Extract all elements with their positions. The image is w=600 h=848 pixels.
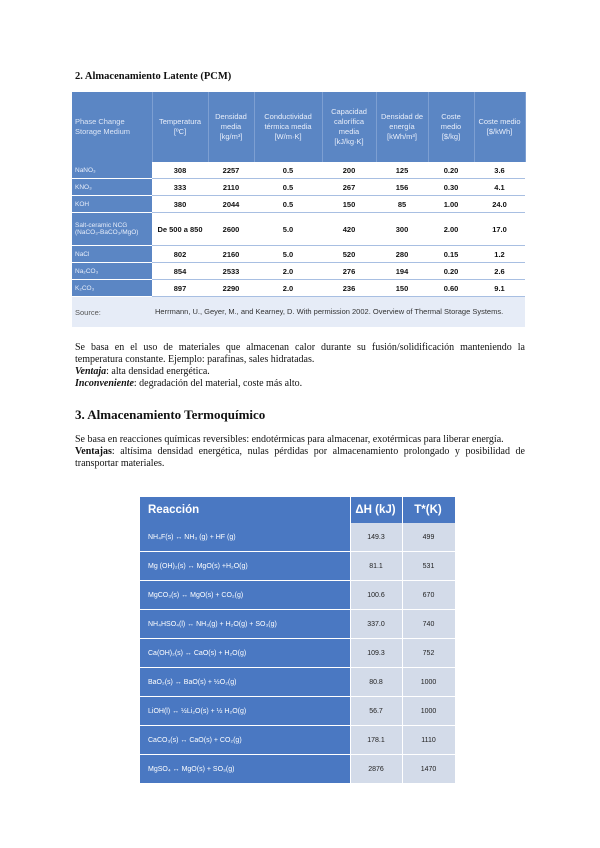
pcm-header: Densidad media [kg/m³]: [208, 92, 254, 162]
enthalpy-value: 56.7: [350, 697, 402, 726]
pcm-cell: 4.1: [474, 179, 525, 196]
enthalpy-value: 100.6: [350, 581, 402, 610]
enthalpy-value: 337.0: [350, 610, 402, 639]
pcm-medium: NaNO₃: [72, 162, 152, 179]
reaction-row: [140, 755, 455, 784]
pcm-header: Coste medio [$/kWh]: [474, 92, 525, 162]
pcm-cell: 420: [322, 213, 376, 246]
pcm-cell: 2600: [208, 213, 254, 246]
pcm-cell: 200: [322, 162, 376, 179]
reaction-equation: MgSO₄ ↔ MgO(s) + SO₃(g): [140, 755, 350, 784]
temperature-value: 670: [402, 581, 455, 610]
pcm-cell: 150: [322, 196, 376, 213]
pcm-row: [72, 162, 525, 179]
reaction-row: [140, 581, 455, 610]
pcm-cell: 125: [376, 162, 428, 179]
pcm-header: Phase Change Storage Medium: [72, 92, 152, 162]
pcm-header: Densidad de energía [kWh/m³]: [376, 92, 428, 162]
pcm-cell: 276: [322, 263, 376, 280]
reaction-equation: Ca(OH)₂(s) ↔ CaO(s) + H₂O(g): [140, 639, 350, 668]
pcm-cell: 897: [152, 280, 208, 297]
pcm-cell: 24.0: [474, 196, 525, 213]
pcm-cell: 17.0: [474, 213, 525, 246]
reaction-row: [140, 726, 455, 755]
pcm-row: [72, 246, 525, 263]
pcm-cell: 1.00: [428, 196, 474, 213]
pcm-cell: 2160: [208, 246, 254, 263]
reaction-row: [140, 668, 455, 697]
temperature-value: 740: [402, 610, 455, 639]
pcm-cell: 0.5: [254, 162, 322, 179]
pcm-cell: 2290: [208, 280, 254, 297]
pcm-cell: 9.1: [474, 280, 525, 297]
pcm-row: [72, 280, 525, 297]
reaction-row: [140, 697, 455, 726]
ventaja-text: : alta densidad energética.: [106, 366, 210, 377]
temperature-value: 752: [402, 639, 455, 668]
temperature-value: 1000: [402, 697, 455, 726]
pcm-cell: 3.6: [474, 162, 525, 179]
pcm-cell: 2533: [208, 263, 254, 280]
enthalpy-value: 81.1: [350, 552, 402, 581]
reaction-equation: LiOH(l) ↔ ½Li₂O(s) + ½ H₂O(g): [140, 697, 350, 726]
ventajas-line: [75, 446, 525, 470]
pcm-cell: 333: [152, 179, 208, 196]
pcm-cell: 2.6: [474, 263, 525, 280]
reaction-row: [140, 639, 455, 668]
ventaja-label: Ventaja: [75, 366, 107, 377]
temperature-value: 499: [402, 523, 455, 552]
temperature-value: 1110: [402, 726, 455, 755]
pcm-description: [75, 342, 525, 390]
enthalpy-header: ΔH (kJ): [350, 497, 402, 523]
inconveniente-line: [75, 378, 525, 390]
pcm-cell: De 500 a 850: [152, 213, 208, 246]
pcm-medium: NaCl: [72, 246, 152, 263]
pcm-cell: 0.5: [254, 196, 322, 213]
source-citation: Herrmann, U., Geyer, M., and Kearney, D. With permission 2002. Overview of Thermal Storage Systems.: [152, 297, 525, 328]
pcm-cell: 854: [152, 263, 208, 280]
source-label: Source:: [72, 297, 152, 328]
pcm-row: [72, 196, 525, 213]
enthalpy-value: 80.8: [350, 668, 402, 697]
inconveniente-label: Inconveniente: [75, 378, 134, 389]
reaction-header: Reacción: [140, 497, 350, 523]
pcm-row: [72, 213, 525, 246]
pcm-cell: 150: [376, 280, 428, 297]
temperature-header: T*(K): [402, 497, 455, 523]
pcm-cell: 0.30: [428, 179, 474, 196]
reaction-row: [140, 523, 455, 552]
reaction-equation: BaO₂(s) ↔ BaO(s) + ½O₂(g): [140, 668, 350, 697]
pcm-cell: 236: [322, 280, 376, 297]
section-2-heading: 2. Almacenamiento Latente (PCM): [75, 71, 232, 82]
reaction-row: [140, 610, 455, 639]
pcm-cell: 5.0: [254, 213, 322, 246]
pcm-cell: 2.0: [254, 263, 322, 280]
pcm-cell: 0.5: [254, 179, 322, 196]
pcm-cell: 5.0: [254, 246, 322, 263]
pcm-cell: 194: [376, 263, 428, 280]
pcm-medium: Na₂CO₃: [72, 263, 152, 280]
pcm-cell: 0.60: [428, 280, 474, 297]
pcm-cell: 280: [376, 246, 428, 263]
ventajas-label: Ventajas: [75, 446, 112, 457]
reaction-equation: CaCO₃(s) ↔ CaO(s) + CO₂(g): [140, 726, 350, 755]
pcm-cell: 2.00: [428, 213, 474, 246]
enthalpy-value: 149.3: [350, 523, 402, 552]
pcm-header: Temperatura [ºC]: [152, 92, 208, 162]
reaction-header-row: [140, 497, 455, 523]
reaction-equation: MgCO₃(s) ↔ MgO(s) + CO₂(g): [140, 581, 350, 610]
pcm-cell: 2.0: [254, 280, 322, 297]
reaction-row: [140, 552, 455, 581]
section-3-heading: 3. Almacenamiento Termoquímico: [75, 407, 266, 422]
pcm-header: Conductividad térmica media [W/m·K]: [254, 92, 322, 162]
pcm-medium: KNO₃: [72, 179, 152, 196]
pcm-cell: 267: [322, 179, 376, 196]
pcm-cell: 0.15: [428, 246, 474, 263]
pcm-header: Capacidad calorífica media [kJ/kg·K]: [322, 92, 376, 162]
pcm-source-row: [72, 297, 525, 328]
temperature-value: 1000: [402, 668, 455, 697]
pcm-row: [72, 263, 525, 280]
temperature-value: 531: [402, 552, 455, 581]
ventajas-text: : altísima densidad energética, nulas pérdidas por almacenamiento prolongado y posibilidad de transportar materiales.: [75, 446, 525, 469]
pcm-cell: 520: [322, 246, 376, 263]
reaction-table: [140, 497, 456, 784]
pcm-row: [72, 179, 525, 196]
pcm-medium: K₂CO₃: [72, 280, 152, 297]
pcm-cell: 2110: [208, 179, 254, 196]
pcm-medium: KOH: [72, 196, 152, 213]
ventaja-line: [75, 366, 525, 378]
pcm-cell: 2044: [208, 196, 254, 213]
pcm-cell: 1.2: [474, 246, 525, 263]
enthalpy-value: 178.1: [350, 726, 402, 755]
pcm-cell: 85: [376, 196, 428, 213]
pcm-intro-text: Se basa en el uso de materiales que almacenan calor durante su fusión/solidificación manteniendo la temperatura constante. Ejemplo: parafinas, sales hidratadas.: [75, 342, 525, 365]
pcm-header-row: [72, 92, 525, 162]
pcm-header: Coste medio [$/kg]: [428, 92, 474, 162]
reaction-equation: Mg (OH)₂(s) ↔ MgO(s) +H₂O(g): [140, 552, 350, 581]
pcm-medium: Salt-ceramic NCG (NaCO₃-BaCO₃/MgO): [72, 213, 152, 246]
pcm-table: [72, 92, 526, 327]
pcm-cell: 300: [376, 213, 428, 246]
thermochemical-description: [75, 434, 525, 470]
enthalpy-value: 109.3: [350, 639, 402, 668]
reaction-equation: NH₄F(s) ↔ NH₃ (g) + HF (g): [140, 523, 350, 552]
reaction-equation: NH₄HSO₄(l) ↔ NH₃(g) + H₂O(g) + SO₃(g): [140, 610, 350, 639]
pcm-cell: 308: [152, 162, 208, 179]
enthalpy-value: 2876: [350, 755, 402, 784]
thermochemical-intro-text: Se basa en reacciones químicas reversibles: endotérmicas para almacenar, exotérmicas para liberar energía.: [75, 434, 504, 445]
pcm-cell: 0.20: [428, 162, 474, 179]
pcm-cell: 0.20: [428, 263, 474, 280]
pcm-cell: 156: [376, 179, 428, 196]
pcm-cell: 802: [152, 246, 208, 263]
pcm-cell: 2257: [208, 162, 254, 179]
temperature-value: 1470: [402, 755, 455, 784]
pcm-cell: 380: [152, 196, 208, 213]
inconveniente-text: : degradación del material, coste más alto.: [133, 378, 303, 389]
